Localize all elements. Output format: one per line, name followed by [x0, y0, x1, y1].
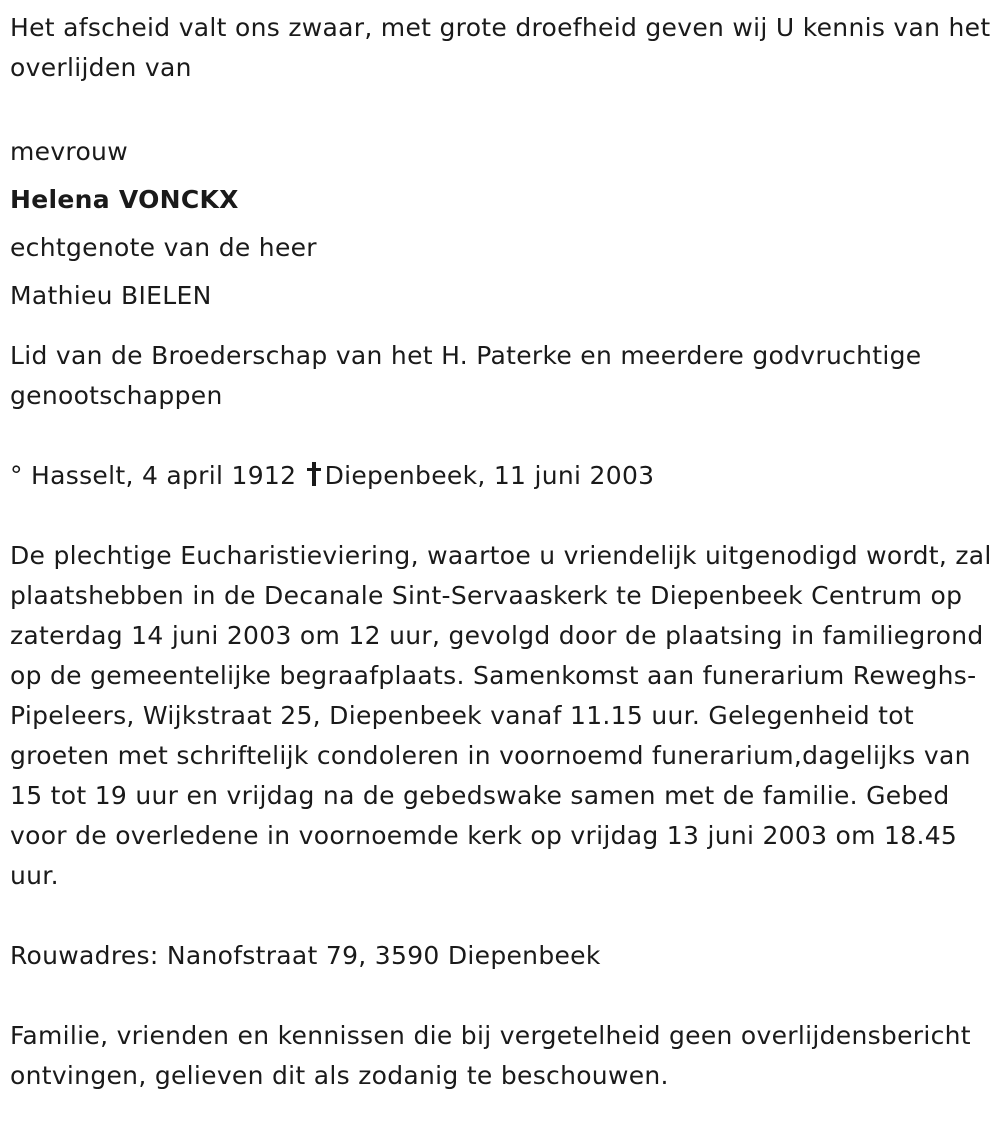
spacer: [10, 320, 995, 336]
deceased-name: Helena VONCKX: [10, 185, 239, 214]
spacer: [10, 896, 995, 936]
spouse-intro: echtgenote van de heer: [10, 233, 317, 262]
spacer: [10, 88, 995, 128]
death-info: Diepenbeek, 11 juni 2003: [324, 461, 655, 490]
title-prefix: mevrouw: [10, 137, 128, 166]
life-dates: [10, 456, 995, 496]
spacer: [10, 416, 995, 456]
mourning-address: Rouwadres: Nanofstraat 79, 3590 Diepenbeek: [10, 941, 601, 970]
spouse-name: Mathieu BIELEN: [10, 281, 212, 310]
latin-cross-icon: [307, 462, 321, 486]
spacer: [10, 976, 995, 1016]
membership-text: Lid van de Broederschap van het H. Paterke en meerdere godvruchtige genootschappen: [10, 341, 922, 410]
birth-info: ° Hasselt, 4 april 1912: [10, 461, 297, 490]
ceremony-text: De plechtige Eucharistieviering, waartoe u vriendelijk uitgenodigd wordt, zal plaatshebben in de Decanale Sint-Servaaskerk te Diepenbeek Centrum op zaterdag 14 juni 2003 om 12 uur, gevolgd door de plaatsing in familiegrond op de gemeentelijke begraafplaats. Samenkomst aan funerarium Reweghs-Pipeleers, Wijkstraat 25, Diepenbeek vanaf 11.15 uur. Gelegenheid tot groeten met schriftelijk condoleren in voornoemd funerarium,dagelijks van 15 tot 19 uur en vrijdag na de gebedswake samen met de familie. Gebed voor de overledene in voornoemde kerk op vrijdag 13 juni 2003 om 18.45 uur.: [10, 541, 992, 890]
closing-text: Familie, vrienden en kennissen die bij vergetelheid geen overlijdensbericht ontvingen, gelieven dit als zodanig te beschouwen.: [10, 1021, 971, 1090]
obituary-notice: [10, 8, 995, 1096]
intro-text: Het afscheid valt ons zwaar, met grote droefheid geven wij U kennis van het overlijden van: [10, 13, 991, 82]
spacer: [10, 496, 995, 536]
